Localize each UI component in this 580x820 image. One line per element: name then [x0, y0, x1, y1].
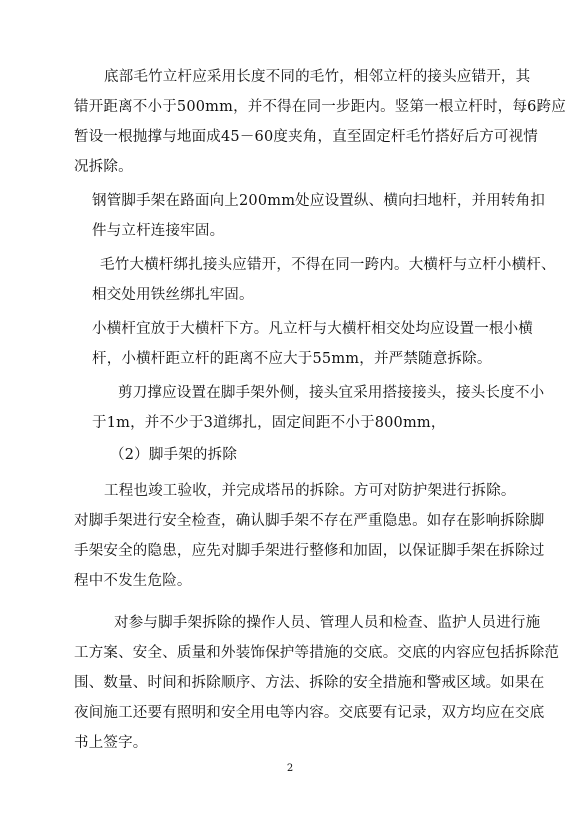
text-line: 况拆除。	[74, 159, 133, 175]
text-line: 钢管脚手架在路面向上200mm处应设置纵、横向扫地杆，并用转角扣	[92, 193, 546, 209]
text-line: 于1m，并不少于3道绑扎，固定间距不小于800mm，	[92, 415, 446, 431]
text-line: 手架安全的隐患，应先对脚手架进行整修和加固，以保证脚手架在拆除过	[74, 543, 545, 559]
text-line: 毛竹大横杆绑扎接头应错开，不得在同一跨内。大横杆与立杆小横杆、	[100, 257, 556, 273]
text-line: 工方案、安全、质量和外装饰保护等措施的交底。交底的内容应包括拆除范	[74, 645, 560, 661]
text-line: 对参与脚手架拆除的操作人员、管理人员和检查、监护人员进行施	[114, 615, 541, 631]
text-line: 围、数量、时间和拆除顺序、方法、拆除的安全措施和警戒区域。如果在	[74, 675, 545, 691]
page-number: 2	[286, 763, 294, 774]
text-line: 件与立杆连接牢固。	[92, 223, 225, 239]
text-line: 程中不发生危险。	[74, 573, 192, 589]
text-line: 错开距离不小于500mm，并不得在同一步距内。竖第一根立杆时，每6跨应	[74, 99, 566, 115]
text-line: 杆，小横杆距立杆的距离不应大于55mm，并严禁随意拆除。	[92, 351, 492, 367]
text-line: 相交处用铁丝绑扎牢固。	[92, 287, 254, 303]
text-line: 书上签字。	[74, 735, 148, 751]
text-line: 工程也竣工验收，并完成塔吊的拆除。方可对防护架进行拆除。	[104, 483, 516, 499]
text-line: 对脚手架进行安全检查，确认脚手架不存在严重隐患。如存在影响拆除脚	[74, 513, 545, 529]
section-heading: （2）脚手架的拆除	[110, 447, 238, 463]
text-line: 底部毛竹立杆应采用长度不同的毛竹，相邻立杆的接头应错开，其	[104, 69, 531, 85]
text-line: 小横杆宜放于大横杆下方。凡立杆与大横杆相交处均应设置一根小横	[92, 321, 533, 337]
text-line: 夜间施工还要有照明和安全用电等内容。交底要有记录，双方均应在交底	[74, 705, 545, 721]
text-line: 剪刀撑应设置在脚手架外侧，接头宜采用搭接接头，接头长度不小	[118, 385, 545, 401]
text-line: 暂设一根抛撑与地面成45－60度夹角，直至固定杆毛竹搭好后方可视情	[74, 129, 538, 145]
